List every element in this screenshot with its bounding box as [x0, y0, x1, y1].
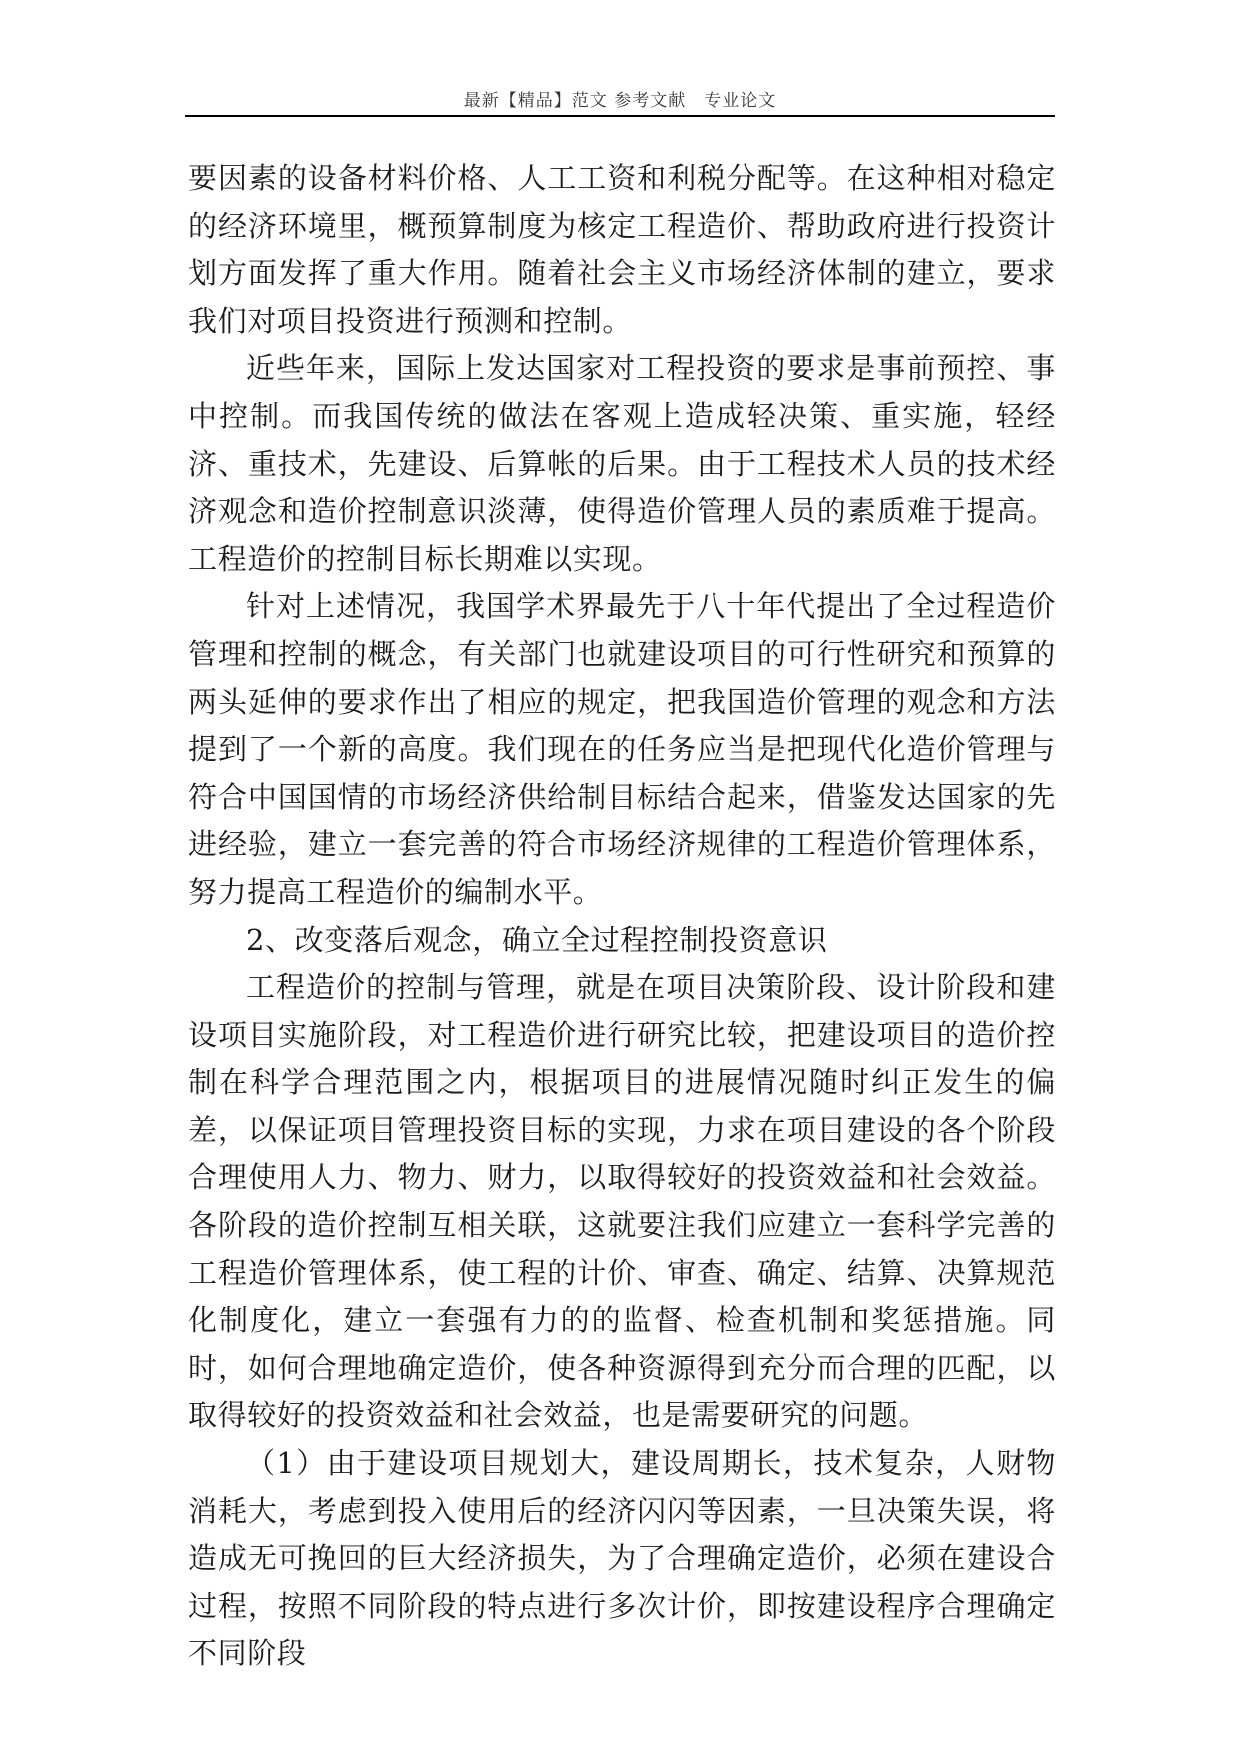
- paragraph-continued: 要因素的设备材料价格、人工工资和利税分配等。在这种相对稳定的经济环境里，概预算制度为核定工程造价、帮助政府进行投资计划方面发挥了重大作用。随着社会主义市场经济体制的建立，要求我们对项目投资进行预测和控制。: [188, 161, 1056, 338]
- page-header: 最新【精品】范文 参考文献 专业论文: [463, 91, 777, 111]
- paragraph: 近些年来，国际上发达国家对工程投资的要求是事前预控、事中控制。而我国传统的做法在客观上造成轻决策、重实施，轻经济、重技术，先建设、后算帐的后果。由于工程技术人员的技术经济观念和造价控制意识淡薄，使得造价管理人员的素质难于提高。工程造价的控制目标长期难以实现。: [188, 351, 1056, 576]
- paragraph: 工程造价的控制与管理，就是在项目决策阶段、设计阶段和建设项目实施阶段，对工程造价进行研究比较，把建设项目的造价控制在科学合理范围之内，根据项目的进展情况随时纠正发生的偏差，以保证项目管理投资目标的实现，力求在项目建设的各个阶段合理使用人力、物力、财力，以取得较好的投资效益和社会效益。各阶段的造价控制互相关联，这就要注我们应建立一套科学完善的工程造价管理体系，使工程的计价、审查、确定、结算、决算规范化制度化，建立一套强有力的的监督、检查机制和奖惩措施。同时，如何合理地确定造价，使各种资源得到充分而合理的匹配，以取得较好的投资效益和社会效益，也是需要研究的问题。: [188, 970, 1056, 1433]
- paragraph: 针对上述情况，我国学术界最先于八十年代提出了全过程造价管理和控制的概念，有关部门也就建设项目的可行性研究和预算的两头延伸的要求作出了相应的规定，把我国造价管理的观念和方法提到了一个新的高度。我们现在的任务应当是把现代化造价管理与符合中国国情的市场经济供给制目标结合起来，借鉴发达国家的先进经验，建立一套完善的符合市场经济规律的工程造价管理体系，努力提高工程造价的编制水平。: [188, 589, 1056, 909]
- header-divider: [185, 115, 1055, 117]
- document-body: [188, 155, 1056, 1678]
- section-heading: 2、改变落后观念，确立全过程控制投资意识: [246, 922, 828, 957]
- paragraph: （1）由于建设项目规划大，建设周期长，技术复杂，人财物消耗大，考虑到投入使用后的经济闪闪等因素，一旦决策失误，将造成无可挽回的巨大经济损失，为了合理确定造价，必须在建设合过程，按照不同阶段的特点进行多次计价，即按建设程序合理确定不同阶段: [188, 1446, 1056, 1671]
